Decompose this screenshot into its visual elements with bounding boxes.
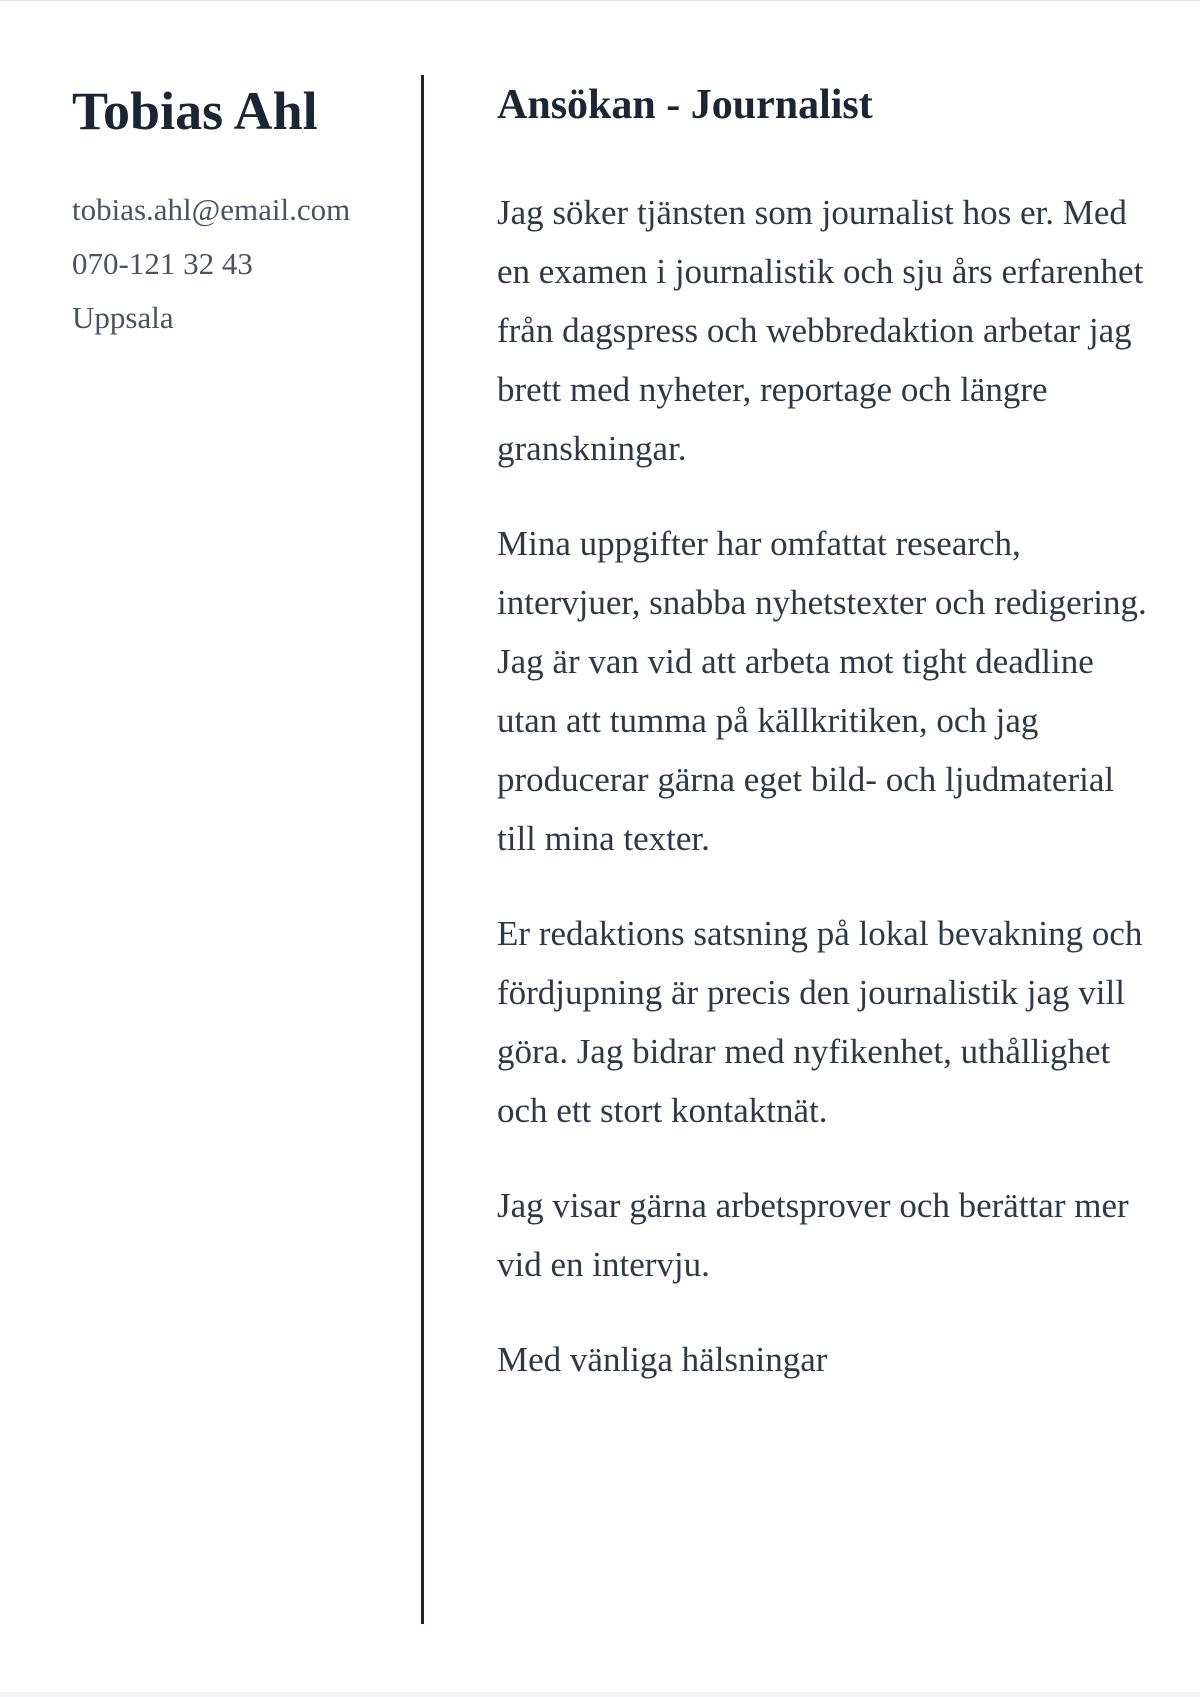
- paragraph-experience: Mina uppgifter har omfattat research, intervjuer, snabba nyhetstexter och redigering. Jag är van vid att arbeta mot tight deadline utan att tumma på källkritiken, och jag producerar gärna eget bild- och ljudmaterial till mina texter.: [497, 524, 1147, 858]
- email-text: tobias.ahl@email.com: [72, 192, 351, 227]
- sign-off: Med vänliga hälsningar: [497, 1340, 828, 1379]
- letter-content: [497, 77, 1157, 1425]
- paragraph-intro: Jag söker tjänsten som journalist hos er. Med en examen i journalistik och sju års erfarenhet från dagspress och webbredaktion arbetar jag brett med nyheter, reportage och längre granskningar.: [497, 193, 1144, 468]
- vertical-divider: [421, 75, 424, 1624]
- city-text: Uppsala: [72, 300, 174, 335]
- paragraph-motivation: Er redaktions satsning på lokal bevakning och fördjupning är precis den journalistik jag vill göra. Jag bidrar med nyfikenhet, uthållighet och ett stort kontaktnät.: [497, 914, 1143, 1130]
- contact-details: [72, 183, 402, 345]
- phone-text: 070-121 32 43: [72, 246, 253, 281]
- letter-title: Ansökan - Journalist: [497, 82, 873, 128]
- sender-name: Tobias Ahl: [72, 81, 318, 141]
- letter-body: [497, 183, 1157, 1389]
- paragraph-closing: Jag visar gärna arbetsprover och berättar mer vid en intervju.: [497, 1186, 1129, 1284]
- sidebar: [72, 79, 402, 345]
